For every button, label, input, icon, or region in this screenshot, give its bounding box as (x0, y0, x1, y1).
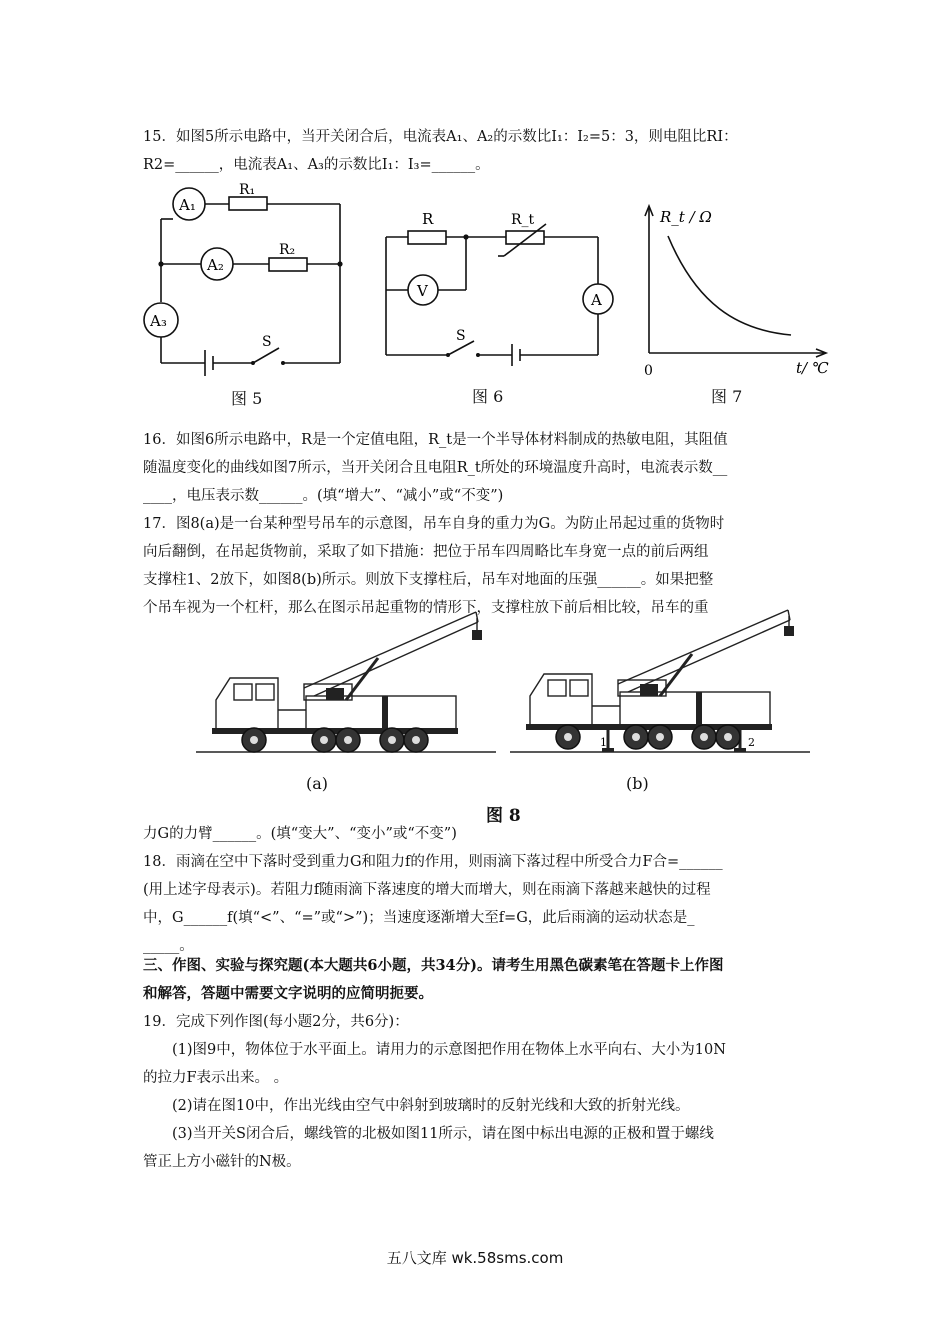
q17-line3: 支撑柱1、2放下，如图8(b)所示。则放下支撑柱后，吊车对地面的压强______。如果把整 (143, 572, 714, 588)
figure-8-crane-a (196, 600, 496, 765)
fig6-caption: 图 6 (472, 387, 504, 406)
figure-7-graph (636, 198, 836, 388)
fig7-y-axis-label: R_t / Ω (660, 208, 712, 226)
fig5-caption: 图 5 (231, 389, 263, 408)
fig7-x-axis-label: t/ ℃ (796, 359, 829, 377)
fig6-switch-s: S (456, 328, 466, 344)
q17-line2: 向后翻倒，在吊起货物前，采取了如下措施：把位于吊车四周略比车身宽一点的前后两组 (143, 544, 709, 560)
fig6-resistor-r: R (422, 210, 434, 228)
figure-8-crane-b (510, 600, 810, 765)
q15-line2: R2=______，电流表A₁、A₃的示数比I₁：I₃=______。 (143, 157, 490, 173)
q18-line2: (用上述字母表示)。若阻力f随雨滴下落速度的增大而增大，则在雨滴下落越来越快的过程 (143, 882, 711, 898)
q18-line4: _____。 (143, 938, 194, 954)
fig5-switch-s: S (262, 334, 272, 350)
fig8-label-a: (a) (306, 774, 329, 793)
fig7-origin: 0 (644, 363, 653, 379)
q19-item1-line1: (1)图9中，物体位于水平面上。请用力的示意图把作用在物体上水平向右、大小为10N (172, 1042, 726, 1058)
q16-line1: 16．如图6所示电路中，R是一个定值电阻，R_t是一个半导体材料制成的热敏电阻，其阻值 (143, 432, 728, 448)
fig5-resistor-r1: R₁ (239, 182, 256, 198)
fig8-label-b: (b) (626, 774, 649, 793)
figure-5-circuit (133, 182, 353, 382)
q18-line1: 18．雨滴在空中下落时受到重力G和阻力f的作用，则雨滴下落过程中所受合力F合=______ (143, 854, 723, 870)
fig8-support-2: 2 (748, 736, 755, 749)
fig8-caption: 图 8 (486, 806, 521, 826)
section3-heading-line1: 三、作图、实验与探究题(本大题共6小题，共34分)。请考生用黑色碳素笔在答题卡上作图 (143, 957, 724, 974)
fig5-resistor-r2: R₂ (279, 242, 296, 258)
fig6-thermistor-rt: R_t (511, 212, 535, 228)
q17-continuation: 力G的力臂______。(填“变大”、“变小”或“不变”) (143, 826, 457, 842)
q19-title: 19．完成下列作图(每小题2分，共6分)： (143, 1014, 409, 1030)
q17-line4: 个吊车视为一个杠杆，那么在图示吊起重物的情形下，支撑柱放下前后相比较，吊车的重 (143, 600, 709, 616)
section3-heading-line2: 和解答，答题中需要文字说明的应简明扼要。 (143, 985, 433, 1002)
q18-line3: 中，G______f(填“<”、“=”或“>”)；当速度逐渐增大至f=G，此后雨滴的运动状态是_ (143, 910, 695, 926)
fig5-ammeter-a2: A₂ (207, 256, 224, 274)
q19-item1-line2: 的拉力F表示出来。 。 (143, 1070, 289, 1086)
fig8-support-1: 1 (600, 736, 607, 749)
fig5-ammeter-a3: A₃ (150, 312, 167, 330)
fig6-ammeter-a: A (591, 291, 602, 309)
q19-item3-line1: (3)当开关S闭合后，螺线管的北极如图11所示，请在图中标出电源的正极和置于螺线 (172, 1126, 714, 1142)
q17-line1: 17．图8(a)是一台某种型号吊车的示意图，吊车自身的重力为G。为防止吊起过重的货物时 (143, 516, 725, 532)
q19-item3-line2: 管正上方小磁针的N极。 (143, 1154, 301, 1170)
fig5-ammeter-a1: A₁ (179, 196, 196, 214)
fig7-caption: 图 7 (711, 387, 743, 406)
q16-line3: ____，电压表示数______。(填“增大”、“减小”或“不变”) (143, 488, 504, 504)
fig6-voltmeter-v: V (417, 282, 428, 300)
q15-line1: 15．如图5所示电路中，当开关闭合后，电流表A₁、A₂的示数比I₁：I₂=5：3，则电阻比RI： (143, 129, 738, 145)
q16-line2: 随温度变化的曲线如图7所示，当开关闭合且电阻R_t所处的环境温度升高时，电流表示数__ (143, 460, 728, 476)
footer-watermark[interactable]: 五八文库 wk.58sms.com (386, 1249, 564, 1267)
q19-item2: (2)请在图10中，作出光线由空气中斜射到玻璃时的反射光线和大致的折射光线。 (172, 1098, 690, 1114)
figure-6-circuit (378, 200, 618, 370)
